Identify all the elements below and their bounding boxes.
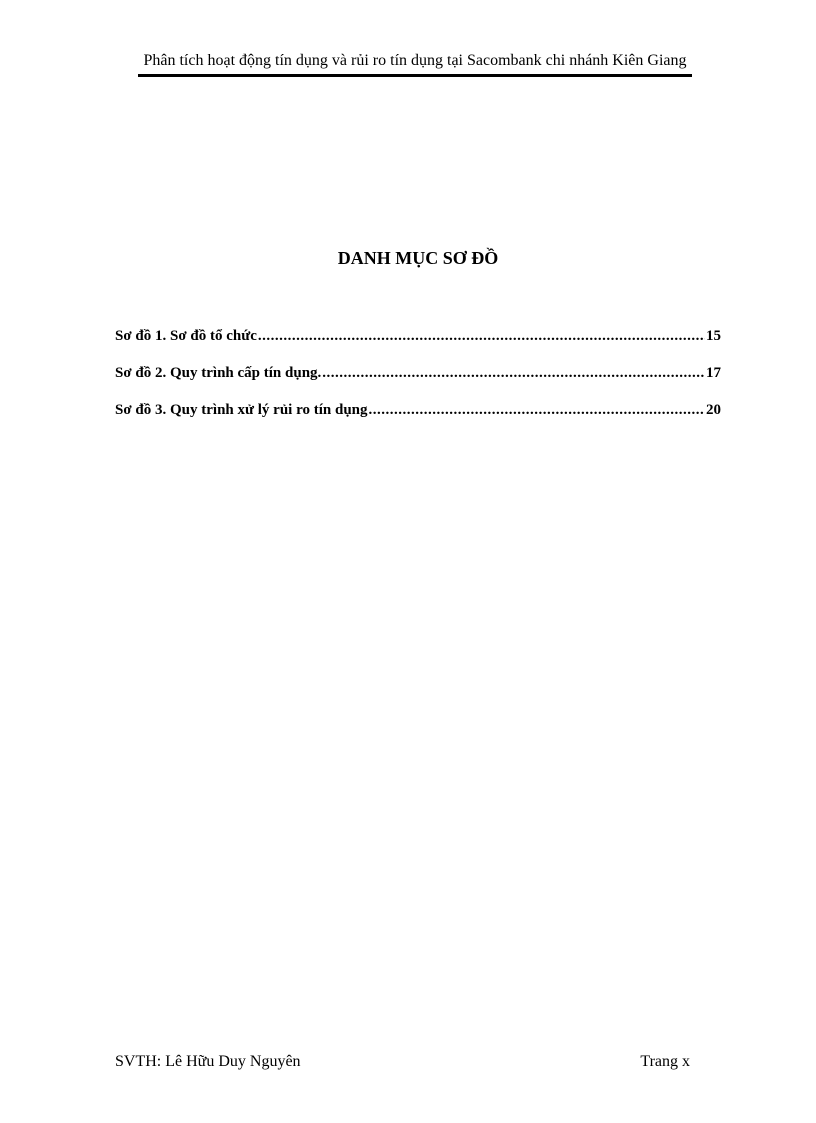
- footer-page-number: Trang x: [640, 1053, 690, 1070]
- toc-entry-diagram-1[interactable]: [115, 325, 721, 362]
- diagram-list: [115, 325, 721, 436]
- toc-entry-title: Sơ đồ 3. Quy trình xử lý rủi ro tín dụng: [115, 402, 368, 418]
- toc-entry-page-number: 20: [706, 402, 721, 418]
- dot-leader: [369, 399, 705, 421]
- toc-entry-diagram-2[interactable]: [115, 362, 721, 399]
- footer-author: SVTH: Lê Hữu Duy Nguyên: [115, 1053, 301, 1070]
- toc-entry-page-number: 15: [706, 328, 721, 344]
- dot-leader: [258, 325, 705, 347]
- toc-entry-title: Sơ đồ 2. Quy trình cấp tín dụng.: [115, 365, 322, 381]
- toc-entry-page-number: 17: [706, 365, 721, 381]
- toc-entry-title: Sơ đồ 1. Sơ đồ tổ chức: [115, 328, 257, 344]
- dot-leader: [322, 362, 705, 384]
- running-header: Phân tích hoạt động tín dụng và rủi ro tín dụng tại Sacombank chi nhánh Kiên Giang: [143, 52, 687, 69]
- header-rule: [138, 74, 692, 77]
- toc-entry-diagram-3[interactable]: [115, 399, 721, 436]
- page-title: DANH MỤC SƠ ĐỒ: [337, 248, 499, 268]
